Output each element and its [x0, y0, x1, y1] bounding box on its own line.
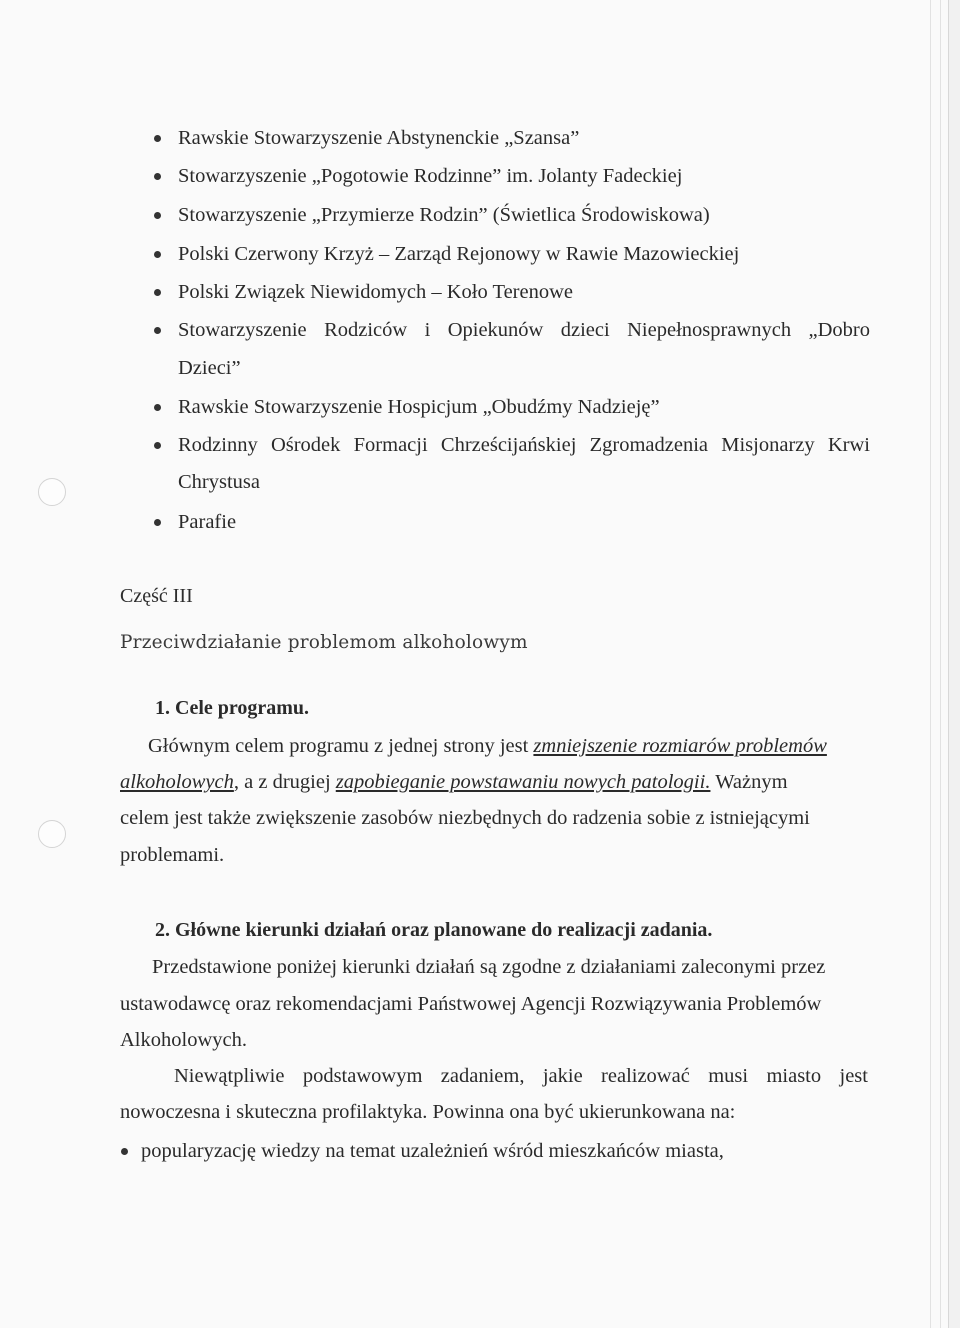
part-label: Część III: [120, 585, 193, 607]
word: i: [424, 319, 431, 341]
paragraph-line: nowoczesna i skuteczna profilaktyka. Powinna ona być ukierunkowana na:: [120, 1101, 736, 1123]
emphasized-text: alkoholowych: [120, 771, 234, 793]
page-edge-line: [930, 0, 931, 1328]
list-item: Polski Związek Niewidomych – Koło Terenowe: [178, 281, 574, 303]
paragraph-line: [120, 763, 788, 801]
emphasized-text: zapobieganie powstawaniu nowych patologii.: [335, 771, 711, 793]
word: Niepełnosprawnych: [627, 319, 792, 341]
section-2-heading: 2. Główne kierunki działań oraz planowane do realizacji zadania.: [155, 919, 713, 941]
list-item: Polski Czerwony Krzyż – Zarząd Rejonowy w Rawie Mazowieckiej: [178, 243, 740, 265]
page-edge-line: [940, 0, 941, 1328]
word: Rodzinny: [178, 434, 258, 456]
paragraph-line: Alkoholowych.: [120, 1029, 247, 1051]
text-span: , a z drugiej: [233, 771, 336, 793]
emphasized-text: zmniejszenie rozmiarów problemów: [533, 735, 827, 757]
paragraph-line: [148, 727, 827, 765]
part-title: Przeciwdziałanie problemom alkoholowym: [120, 632, 528, 653]
word: musi: [708, 1065, 749, 1087]
word: „Dobro: [808, 319, 870, 341]
bullet-icon: [154, 519, 161, 526]
word: jest: [839, 1065, 868, 1087]
bullet-icon: [154, 289, 161, 296]
word: Niewątpliwie: [174, 1065, 285, 1087]
word: Krwi: [827, 434, 870, 456]
word: Misjonarzy: [721, 434, 815, 456]
bullet-icon: [121, 1148, 128, 1155]
word: Zgromadzenia: [589, 434, 709, 456]
bullet-icon: [154, 404, 161, 411]
list-item: Stowarzyszenie „Przymierze Rodzin” (Świetlica Środowiskowa): [178, 204, 710, 226]
word: realizować: [601, 1065, 690, 1087]
paragraph-line: ustawodawcę oraz rekomendacjami Państwowej Agencji Rozwiązywania Problemów: [120, 993, 822, 1015]
word: miasto: [766, 1065, 822, 1087]
text-span: Głównym celem programu z jednej strony jest: [148, 735, 534, 757]
word: Opiekunów: [447, 319, 544, 341]
word: zadaniem,: [440, 1065, 525, 1087]
section-1-heading: 1. Cele programu.: [155, 697, 310, 719]
word: podstawowym: [302, 1065, 423, 1087]
bullet-icon: [154, 327, 161, 334]
list-item: popularyzację wiedzy na temat uzależnień wśród mieszkańców miasta,: [141, 1140, 724, 1162]
punch-hole-decoration: [38, 820, 66, 848]
list-item: Rawskie Stowarzyszenie Hospicjum „Obudźmy Nadzieję”: [178, 396, 660, 418]
paragraph-line: celem jest także zwiększenie zasobów niezbędnych do radzenia sobie z istniejącymi: [120, 807, 810, 829]
bullet-icon: [154, 212, 161, 219]
word: Ośrodek: [270, 434, 341, 456]
bullet-icon: [154, 173, 161, 180]
list-item-continuation: Dzieci”: [178, 357, 241, 379]
list-item-justified: [178, 426, 870, 464]
text-span: Ważnym: [710, 771, 788, 793]
list-item-justified: [178, 311, 870, 349]
paragraph-line: Przedstawione poniżej kierunki działań są zgodne z działaniami zaleconymi przez: [152, 956, 826, 978]
word: Stowarzyszenie: [178, 319, 307, 341]
bullet-icon: [154, 251, 161, 258]
punch-hole-decoration: [38, 478, 66, 506]
bullet-icon: [154, 442, 161, 449]
word: jakie: [542, 1065, 583, 1087]
word: Rodziców: [324, 319, 408, 341]
word: Chrześcijańskiej: [440, 434, 577, 456]
list-item-continuation: Chrystusa: [178, 471, 260, 493]
bullet-icon: [154, 135, 161, 142]
paragraph-line: problemami.: [120, 844, 225, 866]
word: dzieci: [560, 319, 610, 341]
word: Formacji: [353, 434, 428, 456]
list-item: Stowarzyszenie „Pogotowie Rodzinne” im. Jolanty Fadeckiej: [178, 165, 683, 187]
list-item: Rawskie Stowarzyszenie Abstynenckie „Szansa”: [178, 127, 580, 149]
list-item: Parafie: [178, 511, 237, 533]
paragraph-line-justified: [174, 1057, 868, 1095]
